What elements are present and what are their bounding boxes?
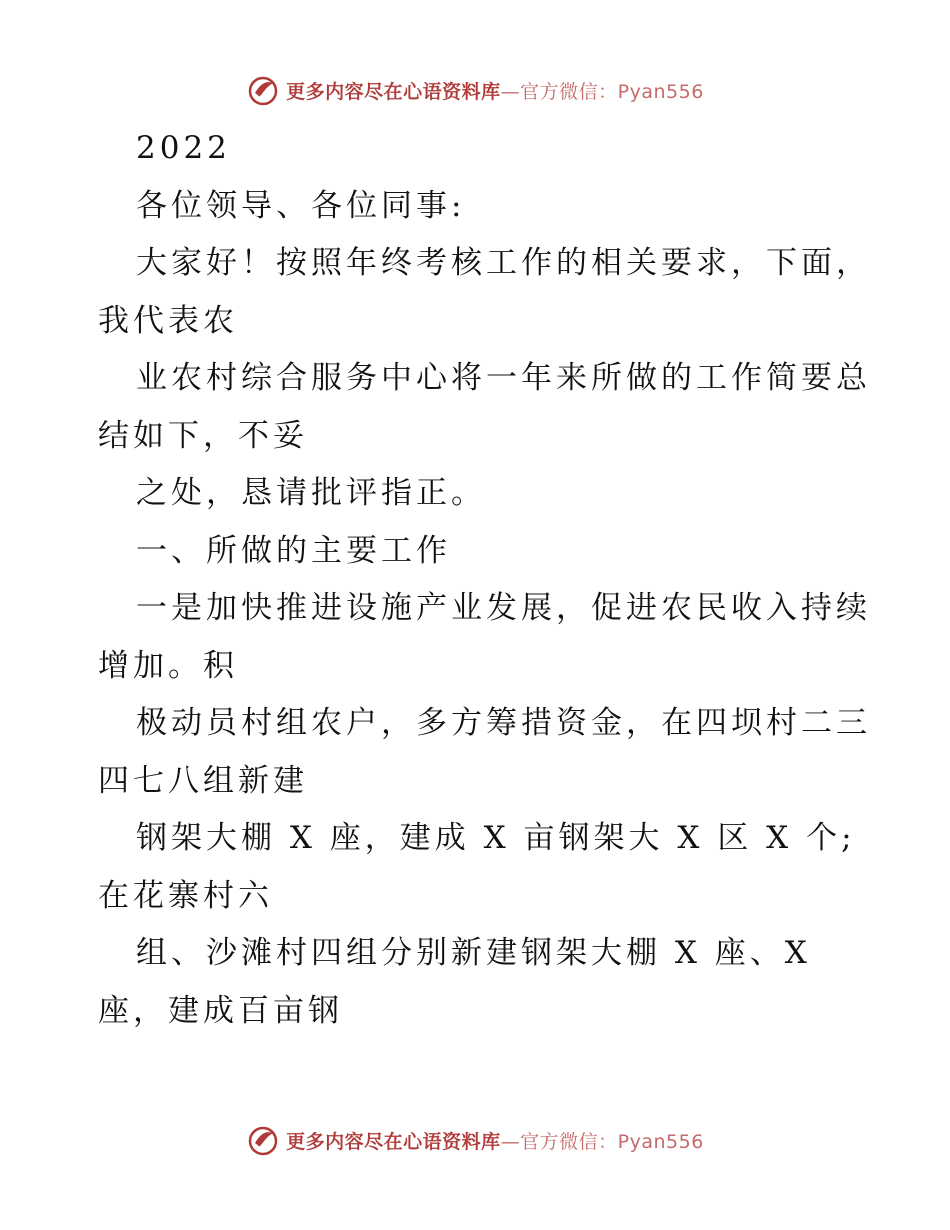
logo-icon xyxy=(246,73,280,107)
doc-line: 组、沙滩村四组分别新建钢架大棚 X 座、X xyxy=(136,935,811,971)
doc-line: 我代表农 xyxy=(98,302,238,339)
doc-line: 极动员村组农户，多方筹措资金，在四坝村二三 xyxy=(136,705,871,741)
doc-line: 增加。积 xyxy=(98,647,238,684)
doc-line: 业农村综合服务中心将一年来所做的工作简要总 xyxy=(136,360,871,396)
banner-separator: — xyxy=(500,1130,521,1153)
doc-section-heading: 一、所做的主要工作 xyxy=(136,532,451,569)
doc-line: 在花寨村六 xyxy=(98,877,273,914)
logo-icon xyxy=(246,1123,280,1157)
doc-line-salutation: 各位领导、各位同事: xyxy=(136,187,466,224)
banner-text xyxy=(286,1127,704,1154)
doc-line: 座，建成百亩钢 xyxy=(98,992,343,1029)
doc-line: 结如下，不妥 xyxy=(98,417,308,454)
banner-title: 更多内容尽在心语资料库 xyxy=(286,80,501,103)
header-banner xyxy=(0,70,950,110)
doc-line: 大家好！按照年终考核工作的相关要求，下面， xyxy=(136,245,871,281)
document-body xyxy=(98,120,871,1040)
banner-text xyxy=(286,77,704,104)
banner-separator: — xyxy=(500,80,521,103)
banner-title: 更多内容尽在心语资料库 xyxy=(286,1130,501,1153)
banner-contact: 官方微信：Pyan556 xyxy=(520,1130,704,1153)
doc-line: 钢架大棚 X 座，建成 X 亩钢架大 X 区 X 个; xyxy=(136,820,856,856)
footer-banner xyxy=(0,1120,950,1160)
doc-line: 四七八组新建 xyxy=(98,762,308,799)
doc-line-year: 2022 xyxy=(136,130,231,166)
banner-contact: 官方微信：Pyan556 xyxy=(520,80,704,103)
doc-line: 一是加快推进设施产业发展，促进农民收入持续 xyxy=(136,590,871,626)
doc-line: 之处，恳请批评指正。 xyxy=(136,475,486,511)
